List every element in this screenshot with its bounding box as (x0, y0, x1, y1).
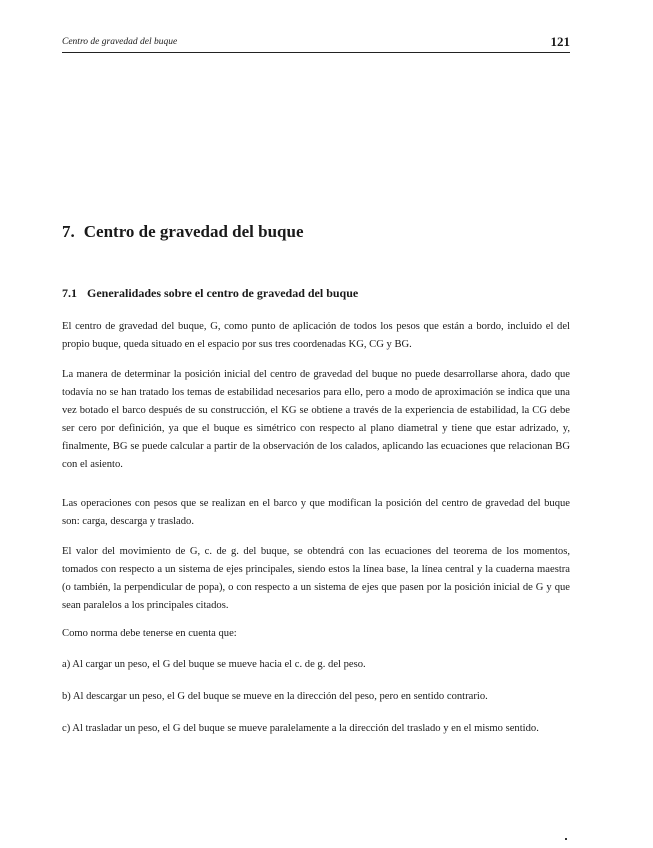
chapter-title (62, 222, 304, 242)
chapter-title-text: Centro de gravedad del buque (83, 222, 304, 241)
paragraph-weight-operations: Las operaciones con pesos que se realizan en el barco y que modifican la posición del centro de gravedad del buque son: carga, descarga y traslado. (62, 498, 570, 527)
running-header (62, 34, 570, 53)
paragraph-initial-position: La manera de determinar la posición inicial del centro de gravedad del buque no puede desarrollarse ahora, dado que todavía no se han tratado los temas de estabilidad necesarios para ello, pero a modo de aproximación se indica que una vez botado el barco después de su construcción, el KG se obtiene a través de la experiencia de estabilidad, la CG debe ser cero por definición, ya que el buque es simétrico con respecto al plano diametral y tiene que estar adrizado, y, finalmente, BG se puede calcular a partir de la observación de los calados, aplicando las ecuaciones que relacionan BG con el asiento. (62, 369, 570, 470)
paragraph-movement-of-g: El valor del movimiento de G, c. de g. del buque, se obtendrá con las ecuaciones del teorema de los momentos, tomados con respecto a un sistema de ejes principales, siendo estos la línea base, la línea central y la cuaderna maestra (o también, la perpendicular de popa), o con respecto a un sistema de ejes que pasen por la posición inicial de G y que sean paralelos a los principales citados. (62, 546, 570, 611)
list-item-shifting: c) Al trasladar un peso, el G del buque se mueve paralelamente a la dirección del traslado y en el mismo sentido. (62, 723, 539, 734)
list-item-unloading: b) Al descargar un peso, el G del buque se mueve en la dirección del peso, pero en sentido contrario. (62, 691, 488, 702)
paragraph-rule-intro: Como norma debe tenerse en cuenta que: (62, 628, 237, 639)
page-number: 121 (550, 34, 570, 49)
header-title: Centro de gravedad del buque (62, 37, 178, 47)
list-item-loading: a) Al cargar un peso, el G del buque se mueve hacia el c. de g. del peso. (62, 659, 366, 670)
section-title-text: Generalidades sobre el centro de gravedad del buque (87, 286, 359, 300)
section-title (62, 286, 358, 301)
paragraph-center-of-gravity-definition: El centro de gravedad del buque, G, como punto de aplicación de todos los pesos que están a bordo, incluido el del propio buque, queda situado en el espacio por sus tres coordenadas KG, CG y BG. (62, 321, 570, 350)
chapter-number: 7. (62, 222, 75, 241)
page-mark (565, 838, 567, 840)
section-number: 7.1 (62, 286, 77, 300)
